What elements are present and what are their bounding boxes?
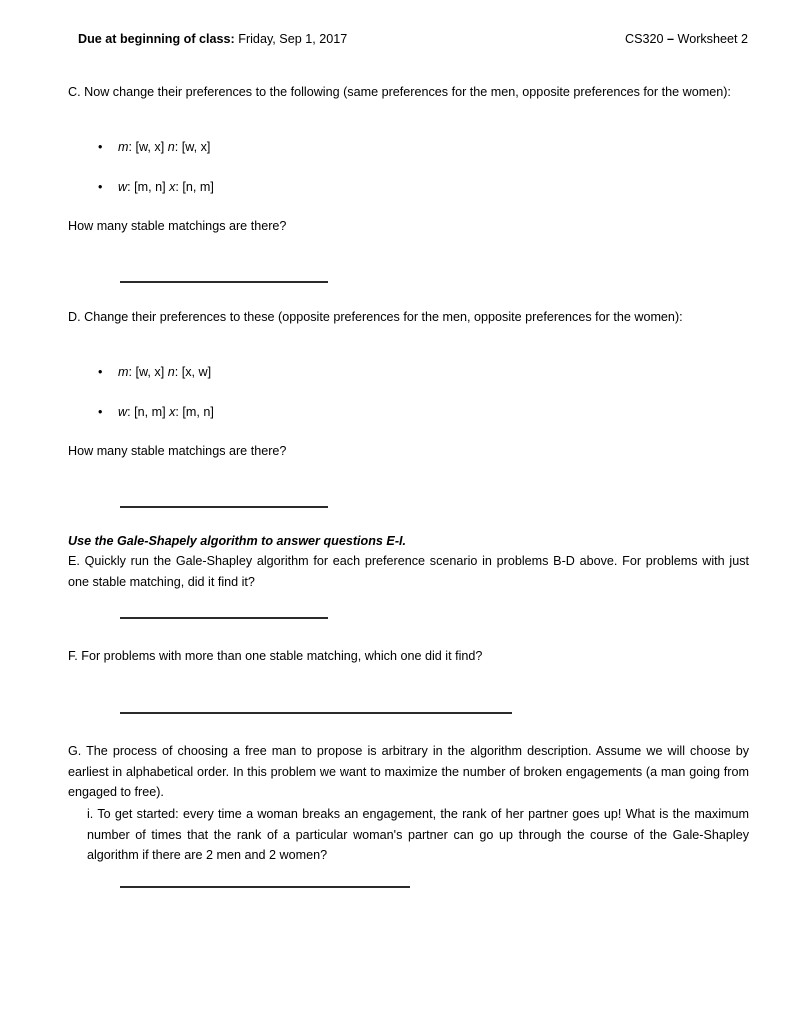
pref-var-m: m	[118, 365, 129, 379]
section-d-answer-blank[interactable]	[120, 506, 328, 508]
bullet-icon: •	[98, 405, 103, 419]
pref-list-1: : [w, x]	[128, 140, 168, 154]
section-c-question: How many stable matchings are there?	[68, 219, 287, 233]
pref-var-n: n	[167, 140, 175, 154]
pref-list-1: : [n, m]	[127, 405, 170, 419]
section-d-prompt: D. Change their preferences to these (opposite preferences for the men, opposite preferences for the women):	[68, 310, 683, 324]
section-f-answer-blank[interactable]	[120, 712, 512, 714]
due-date-value: Friday, Sep 1, 2017	[234, 32, 348, 46]
course-code: CS320	[625, 32, 668, 46]
pref-var-x: x	[169, 180, 176, 194]
pref-list-2: : [x, w]	[174, 365, 212, 379]
header-dash: –	[667, 32, 675, 46]
pref-var-m: m	[118, 140, 129, 154]
worksheet-label: Worksheet 2	[674, 32, 748, 46]
pref-var-w: w	[118, 405, 128, 419]
section-g-prompt: G. The process of choosing a free man to propose is arbitrary in the algorithm description. Assume we will choose by earliest in alphabetical order. In this problem we want to maximize the number of broken engagements (a man going from engaged to free).	[68, 744, 749, 799]
worksheet-identifier	[625, 30, 748, 48]
section-g-answer-blank[interactable]	[120, 886, 410, 888]
pref-var-x: x	[169, 405, 176, 419]
section-c-bullet-1-text	[118, 137, 210, 158]
pref-var-n: n	[167, 365, 175, 379]
section-d-bullet-2-text	[118, 402, 214, 423]
section-e-answer-blank[interactable]	[120, 617, 328, 619]
section-d-question: How many stable matchings are there?	[68, 444, 287, 458]
section-g-subitem-i: i. To get started: every time a woman breaks an engagement, the rank of her partner goes up! What is the maximum number of times that the rank of a particular woman's partner can go up through the course of the Gale-Shapley algorithm if there are 2 men and 2 women?	[87, 807, 749, 862]
section-c-answer-blank[interactable]	[120, 281, 328, 283]
section-f-prompt: F. For problems with more than one stable matching, which one did it find?	[68, 649, 483, 663]
section-e-prompt: E. Quickly run the Gale-Shapley algorithm for each preference scenario in problems B-D above. For problems with just one stable matching, did it find it?	[68, 554, 749, 589]
pref-list-2: : [m, n]	[175, 405, 214, 419]
gale-shapely-heading: Use the Gale-Shapely algorithm to answer questions E-I.	[68, 534, 407, 548]
bullet-icon: •	[98, 180, 103, 194]
section-d-bullet-1-text	[118, 362, 211, 383]
section-c-prompt: C. Now change their preferences to the following (same preferences for the men, opposite preferences for the women):	[68, 85, 731, 99]
bullet-icon: •	[98, 365, 103, 379]
pref-list-2: : [w, x]	[174, 140, 211, 154]
section-c-bullet-2-text	[118, 177, 214, 198]
pref-list-1: : [m, n]	[127, 180, 170, 194]
pref-list-1: : [w, x]	[128, 365, 168, 379]
due-date-block	[78, 30, 347, 48]
bullet-icon: •	[98, 140, 103, 154]
pref-var-w: w	[118, 180, 128, 194]
pref-list-2: : [n, m]	[175, 180, 214, 194]
page-header	[68, 30, 748, 48]
due-label: Due at beginning of class:	[78, 32, 235, 46]
